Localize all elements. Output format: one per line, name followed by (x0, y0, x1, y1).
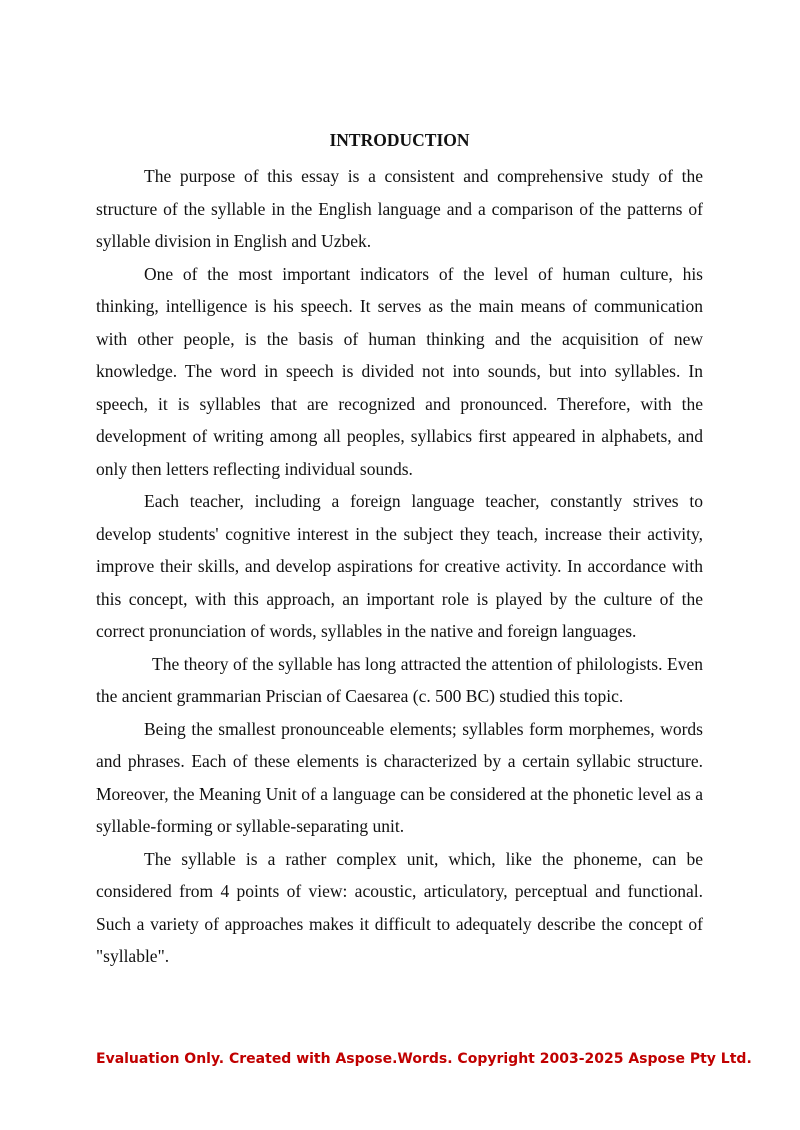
document-heading: INTRODUCTION (329, 130, 470, 150)
paragraph-theory: The theory of the syllable has long attracted the attention of philologists. Even the ancient grammarian Priscian of Caesarea (c. 500 BC) studied this topic. (96, 653, 703, 706)
paragraph-purpose: The purpose of this essay is a consistent and comprehensive study of the structure of the syllable in the English language and a comparison of the patterns of syllable division in English and Uzbek. (96, 166, 703, 251)
paragraph-syllable-unit: The syllable is a rather complex unit, which, like the phoneme, can be considered from 4 points of view: acoustic, articulatory, perceptual and functional. Such a variety of approaches makes it difficult to adequately describe the concept of "syllable". (96, 848, 703, 966)
paragraph-elements: Being the smallest pronounceable elements; syllables form morphemes, words and phrases. Each of these elements is characterized by a certain syllabic structure. Moreover, the Meaning Unit of a language can be considered at the phonetic level as a syllable-forming or syllable-separating unit. (96, 718, 703, 836)
paragraph-speech: One of the most important indicators of the level of human culture, his thinking, intelligence is his speech. It serves as the main means of communication with other people, is the basis of human thinking and the acquisition of new knowledge. The word in speech is divided not into sounds, but into syllables. In speech, it is syllables that are recognized and pronounced. Therefore, with the development of writing among all peoples, syllabics first appeared in alphabets, and only then letters reflecting individual sounds. (96, 263, 703, 479)
document-page (96, 128, 703, 973)
paragraph-teacher: Each teacher, including a foreign language teacher, constantly strives to develop students' cognitive interest in the subject they teach, increase their activity, improve their skills, and develop aspirations for creative activity. In accordance with this concept, with this approach, an important role is played by the culture of the correct pronunciation of words, syllables in the native and foreign languages. (96, 491, 703, 641)
evaluation-watermark: Evaluation Only. Created with Aspose.Words. Copyright 2003-2025 Aspose Pty Ltd. (96, 1051, 752, 1067)
